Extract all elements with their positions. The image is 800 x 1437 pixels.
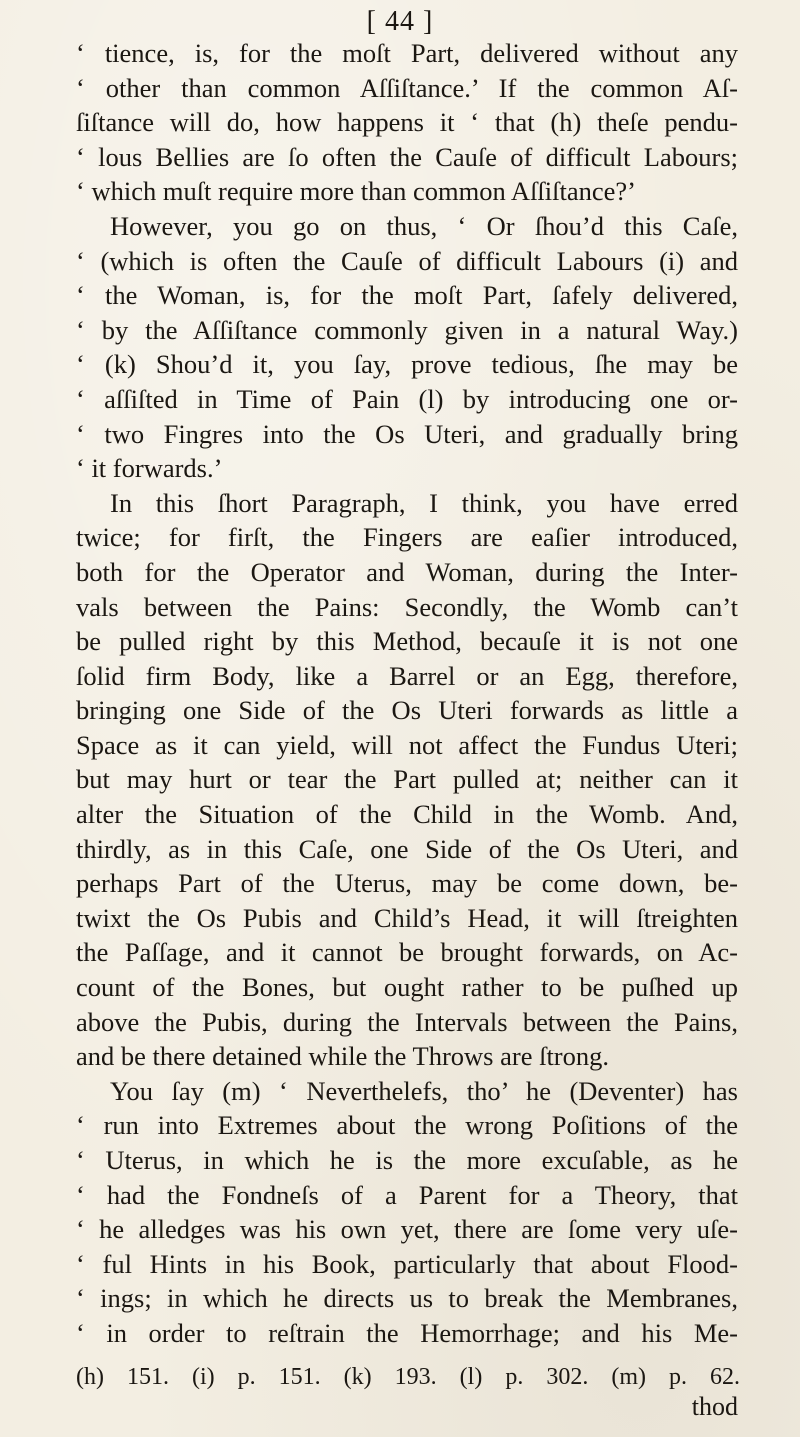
text-line: ‘ ful Hints in his Book, particularly that about Flood- [76, 1248, 738, 1279]
text-line: both for the Operator and Woman, during the Inter- [76, 556, 738, 587]
catchword: thod [691, 1392, 738, 1421]
page-header: [ 44 ] [366, 6, 434, 37]
text-line: ‘ he alledges was his own yet, there are ſome very uſe- [76, 1214, 738, 1245]
text-line: but may hurt or tear the Part pulled at; neither can it [76, 764, 738, 795]
text-line: ‘ Uterus, in which he is the more excuſable, as he [76, 1145, 738, 1175]
text-line: You ſay (m) ‘ Neverthelefs, tho’ he (Deventer) has [110, 1075, 738, 1106]
text-line: ‘ two Fingres into the Os Uteri, and gradually bring [76, 418, 738, 449]
text-line: ‘ ings; in which he directs us to break the Membranes, [76, 1283, 738, 1314]
text-line: the Paſſage, and it cannot be brought forwards, on Ac- [76, 937, 738, 968]
text-line: ‘ lous Bellies are ſo often the Cauſe of difficult Labours; [76, 141, 738, 172]
text-line: ‘ aſſiſted in Time of Pain (l) by introducing one or- [76, 383, 738, 414]
text-line: vals between the Pains: Secondly, the Womb can’t [76, 591, 738, 622]
body-text [76, 36, 738, 1351]
text-line: alter the Situation of the Child in the Womb. And, [76, 799, 738, 830]
text-line: above the Pubis, during the Intervals between the Pains, [76, 1006, 738, 1037]
text-line: twixt the Os Pubis and Child’s Head, it will ſtreighten [76, 902, 738, 933]
text-line: twice; for firſt, the Fingers are eaſier introduced, [76, 522, 738, 553]
text-line: In this ſhort Paragraph, I think, you have erred [110, 487, 738, 518]
text-line: ſiſtance will do, how happens it ‘ that (h) theſe pendu- [76, 107, 738, 138]
text-line: ‘ had the Fondneſs of a Parent for a Theory, that [76, 1179, 738, 1210]
text-line: ‘ other than common Aſſiſtance.’ If the common Aſ- [76, 72, 738, 103]
text-line: bringing one Side of the Os Uteri forwards as little a [76, 695, 738, 726]
text-line: ſolid firm Body, like a Barrel or an Egg, therefore, [76, 660, 738, 691]
text-line: ‘ it forwards.’ [76, 453, 223, 484]
text-line: ‘ by the Aſſiſtance commonly given in a natural Way.) [76, 314, 738, 345]
text-line: be pulled right by this Method, becauſe it is not one [76, 626, 738, 657]
footnotes: (h) 151. (i) p. 151. (k) 193. (l) p. 302. (m) p. 62. [76, 1364, 740, 1390]
text-line: thirdly, as in this Caſe, one Side of the Os Uteri, and [76, 833, 738, 864]
text-line: ‘ which muſt require more than common Aſſiſtance?’ [76, 176, 637, 207]
text-line: ‘ in order to reſtrain the Hemorrhage; and his Me- [76, 1317, 738, 1348]
text-line: However, you go on thus, ‘ Or ſhou’d this Caſe, [110, 210, 738, 241]
text-line: count of the Bones, but ought rather to be puſhed up [76, 972, 738, 1003]
text-line: ‘ (which is often the Cauſe of difficult Labours (i) and [76, 245, 738, 276]
text-line: ‘ the Woman, is, for the moſt Part, ſafely delivered, [76, 280, 738, 311]
text-line: ‘ (k) Shou’d it, you ſay, prove tedious, ſhe may be [76, 349, 738, 380]
text-line: ‘ run into Extremes about the wrong Poſitions of the [76, 1110, 738, 1141]
text-line: and be there detained while the Throws are ſtrong. [76, 1041, 610, 1072]
text-line: ‘ tience, is, for the moſt Part, delivered without any [76, 38, 738, 68]
text-line: perhaps Part of the Uterus, may be come down, be- [76, 868, 738, 899]
text-line: Space as it can yield, will not affect the Fundus Uteri; [76, 729, 738, 760]
